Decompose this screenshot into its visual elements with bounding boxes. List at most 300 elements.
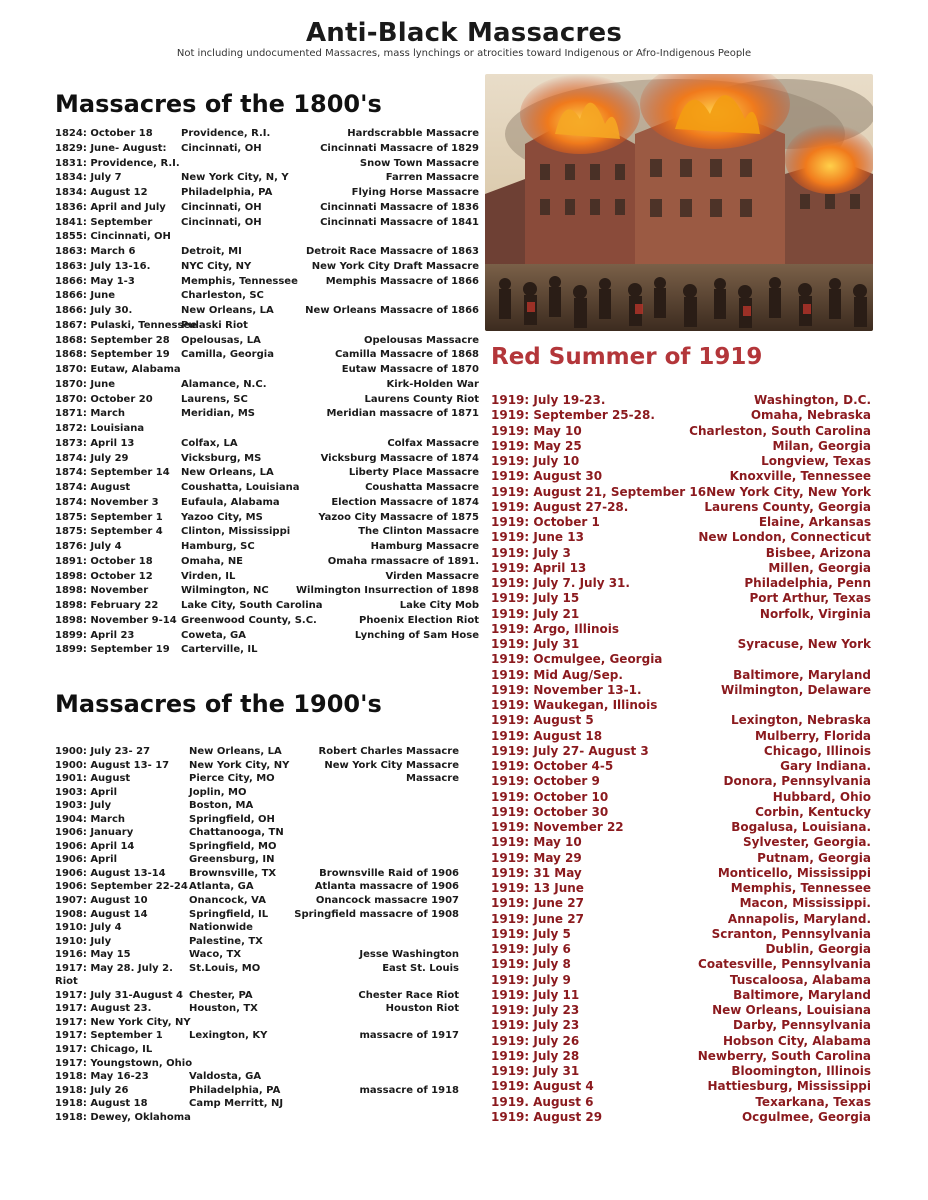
list-item-place: Chester, PA (189, 989, 253, 1001)
list-item (491, 515, 871, 530)
list-item (491, 1095, 871, 1110)
list-item (55, 760, 475, 774)
list-item-place: Cincinnati, OH (181, 142, 262, 154)
burning-building-illustration (485, 74, 873, 331)
list-item (55, 990, 475, 1004)
list-item-place: Corbin, Kentucky (755, 804, 871, 819)
list-item-date: 1874: September 14 (55, 467, 170, 479)
list-item-event: Colfax Massacre (387, 437, 479, 449)
list-item-place: Colfax, LA (181, 437, 238, 449)
list-item-event: New York City Massacre (324, 759, 459, 771)
list-item-event: Springfield massacre of 1908 (294, 908, 459, 920)
list-item-date: 1834: July 7 (55, 172, 122, 184)
list-item-event: Cincinnati Massacre of 1829 (320, 142, 479, 154)
list-item-date: 1871: March (55, 408, 125, 420)
list-item-date: 1919: July 19-23. (491, 393, 606, 407)
list-item-date: 1831: Providence, R.I. (55, 157, 180, 169)
list-item-place: Annapolis, Maryland. (727, 911, 871, 926)
list-item-date: 1919: June 27 (491, 911, 584, 926)
list-item-event: Election Massacre of 1874 (331, 496, 479, 508)
list-item-place: Pulaski Riot (181, 319, 248, 331)
list-item-event: Vicksburg Massacre of 1874 (320, 452, 479, 464)
list-item-place: Darby, Pennsylvania (733, 1018, 871, 1033)
list-item-place: Detroit, MI (181, 246, 242, 257)
list-item (491, 759, 871, 774)
list-item-place: Springfield, OH (189, 813, 275, 825)
list-item (55, 814, 475, 828)
list-item-event: Laurens County Riot (364, 393, 479, 405)
list-item-date: 1919: July 10 (491, 454, 580, 468)
list-item-date: 1870: Eutaw, Alabama (55, 364, 181, 375)
list-item-date: 1919: October 1 (491, 515, 600, 529)
list-item-date: 1899: September 19 (55, 644, 170, 656)
list-item (55, 349, 479, 364)
list-item-date: 1919: September 25-28. (491, 408, 655, 423)
list-item-place: Monticello, Mississippi (717, 865, 871, 880)
list-item (55, 963, 475, 977)
list-item-date: 1917: New York City, NY (55, 1016, 191, 1028)
list-item-date: 1917: September 1 (55, 1030, 163, 1042)
list-item (55, 746, 475, 760)
list-item (55, 787, 475, 801)
list-item (55, 334, 479, 350)
list-item (491, 530, 871, 545)
list-item-date: 1906: April (55, 854, 117, 866)
list-item-place: Laurens, SC (181, 393, 248, 405)
list-item-place: Texarkana, Texas (755, 1094, 871, 1109)
list-item (55, 246, 479, 261)
list-item-place: New Orleans, LA (181, 467, 274, 479)
list-item-place: Wilmington, Delaware (720, 682, 871, 697)
list-item-date: Riot (55, 976, 78, 988)
list-item (491, 851, 871, 866)
list-item (491, 591, 871, 606)
list-item-date: 1919: July 23 (491, 1003, 580, 1017)
list-item-place: Virden, IL (181, 570, 236, 582)
list-item-date: 1917: August 23. (55, 1003, 152, 1015)
list-item-date: 1919: July 9 (491, 972, 571, 987)
list-item (55, 949, 475, 963)
list-item-event: Hamburg Massacre (370, 541, 479, 552)
list-item-place: Charleston, South Carolina (689, 423, 871, 438)
list-item-place: Opelousas, LA (181, 334, 261, 346)
list-item-place: Milan, Georgia (772, 438, 871, 453)
list-item-date: 1874: August (55, 482, 131, 493)
list-item-event: Phoenix Election Riot (358, 614, 479, 626)
list-item-date: 1863: July 13-16. (55, 260, 151, 272)
list-item (491, 942, 871, 957)
list-item (491, 607, 871, 622)
list-item (491, 683, 871, 698)
list-item-place: Omaha, NE (181, 555, 244, 567)
list-item-event: massacre of 1918 (359, 1084, 459, 1096)
list-item-date: 1918: May 16-23 (55, 1071, 149, 1083)
list-item-date: 1873: April 13 (55, 437, 135, 449)
list-item-place: Alamance, N.C. (181, 378, 267, 390)
list-item-place: Scranton, Pennsylvania (711, 926, 871, 941)
list-item-date: 1906: August 13-14 (55, 867, 166, 879)
list-item (491, 424, 871, 439)
list-item (491, 469, 871, 484)
list-item (55, 1017, 475, 1031)
list-item-date: 1907: August 10 (55, 895, 148, 907)
list-item-date: 1906: April 14 (55, 840, 135, 852)
list-item-place: Philadelphia, Penn (744, 576, 871, 590)
list-item-date: 1919: July 7. July 31. (491, 576, 630, 590)
list-item (55, 290, 475, 305)
list-item-place: Putnam, Georgia (757, 850, 871, 865)
list-item-event: Detroit Race Massacre of 1863 (305, 246, 479, 257)
list-item-date: 1919: July 15 (491, 591, 580, 606)
list-item-event: New York City Draft Massacre (311, 260, 479, 272)
list-item (491, 439, 871, 454)
list-item-place: Dublin, Georgia (765, 942, 871, 956)
list-item-date: 1901: August (55, 773, 131, 785)
list-item (55, 1044, 475, 1058)
list-item-event: Chester Race Riot (358, 989, 459, 1001)
list-item-date: 1919: May 10 (491, 423, 582, 438)
list-item-date: 1919: July 6 (491, 942, 571, 956)
list-item-place: Vicksburg, MS (181, 452, 262, 464)
list-item (491, 820, 871, 835)
list-item-event: Kirk-Holden War (386, 378, 479, 390)
list-item-place: Hattiesburg, Mississippi (707, 1079, 871, 1094)
list-item-event: East St. Louis (382, 962, 459, 974)
list-item-date: 1919: July 8 (491, 957, 571, 972)
list-item-event: Lynching of Sam Hose (354, 629, 479, 641)
list-item-date: 1919: August 27-28. (491, 499, 629, 514)
list-item (491, 652, 871, 667)
list-item (491, 561, 871, 576)
list-item-place: Ocgulmee, Georgia (741, 1109, 871, 1124)
list-item-date: 1919: November 22 (491, 820, 624, 834)
list-item (55, 976, 475, 990)
list-item-place: Meridian, MS (181, 408, 255, 420)
list-item-place: Cincinnati, OH (181, 201, 262, 213)
list-item-date: 1898: October 12 (55, 570, 153, 582)
list-item-place: Macon, Mississippi. (739, 896, 871, 911)
list-item (55, 909, 475, 923)
list-item-date: 1875: September 1 (55, 511, 163, 523)
list-item-date: 1908: August 14 (55, 908, 148, 920)
list-item (491, 881, 871, 896)
list-item (491, 927, 871, 942)
list-item (55, 364, 479, 379)
list-item (55, 526, 479, 541)
list-item-date: 1866: June (55, 290, 116, 302)
list-item-date: 1919: June 13 (491, 530, 584, 545)
list-item-event: The Clinton Massacre (358, 526, 479, 538)
list-item-place: St.Louis, MO (189, 962, 261, 974)
list-item-place: Camp Merritt, NJ (189, 1098, 284, 1110)
list-item-event: Flying Horse Massacre (351, 187, 479, 198)
list-item (55, 1112, 475, 1126)
list-item (55, 773, 475, 787)
list-item (55, 614, 479, 630)
list-item (55, 305, 479, 320)
list-item-place: Philadelphia, PA (181, 187, 273, 198)
list-item (491, 988, 871, 1003)
list-item-place: Bloomington, Illinois (731, 1064, 871, 1078)
list-item-place: Brownsville, TX (189, 867, 277, 879)
list-item-date: 1919: October 4-5 (491, 759, 614, 773)
list-item-event: Coushatta Massacre (365, 482, 479, 493)
list-item (491, 835, 871, 850)
list-item-place: Valdosta, GA (189, 1071, 262, 1083)
list-item-date: 1919: Argo, Illinois (491, 621, 619, 636)
list-item-date: 1919: July 23 (491, 1018, 580, 1033)
list-item (491, 637, 871, 652)
list-item-event: Farren Massacre (385, 172, 479, 184)
list-item-date: 1919: August 29 (491, 1109, 603, 1124)
list-item-date: 1906: September 22-24 (55, 881, 188, 893)
list-item (55, 1098, 475, 1112)
list-item-event: Atlanta massacre of 1906 (314, 881, 459, 893)
list-item (491, 1034, 871, 1049)
list-item (55, 378, 479, 394)
list-item (491, 1003, 871, 1018)
list-item-date: 1910: July 4 (55, 922, 122, 934)
list-item-place: Washington, D.C. (754, 393, 871, 407)
list-item-place: Lexington, Nebraska (730, 713, 871, 728)
list-item-place: Memphis, Tennessee (730, 881, 871, 895)
list-item (491, 957, 871, 972)
list-item-place: Baltimore, Maryland (733, 667, 871, 682)
list-item-place: New Orleans, LA (181, 305, 274, 316)
list-item-date: 1904: March (55, 813, 125, 825)
list-item (55, 216, 479, 232)
list-item (55, 187, 479, 202)
list-item-event: Lake City Mob (399, 600, 479, 611)
list-item-place: Wilmington, NC (181, 585, 269, 597)
list-item-place: New York City, NY (189, 759, 290, 771)
list-item-date: 1919: August 5 (491, 713, 594, 728)
list-item (491, 713, 871, 728)
list-item-place: Millen, Georgia (768, 560, 871, 575)
list-item-place: Hamburg, SC (181, 541, 255, 552)
list-item (55, 157, 479, 173)
list-item-event: Camilla Massacre of 1868 (334, 349, 479, 361)
list-item (491, 774, 871, 789)
list-item-place: Longview, Texas (761, 454, 871, 468)
list-item (55, 800, 475, 814)
list-item-date: 1919: July 28 (491, 1048, 580, 1063)
list-item-date: 1867: Pulaski, Tennessee (55, 319, 198, 331)
list-item-date: 1870: June (55, 378, 116, 390)
list-item (55, 128, 479, 143)
list-item (55, 1071, 475, 1085)
list-item-place: Waco, TX (189, 949, 242, 961)
list-item (491, 866, 871, 881)
list-item-place: Pierce City, MO (189, 773, 275, 785)
list-item-date: 1919: October 9 (491, 774, 600, 789)
list-item-date: 1891: October 18 (55, 555, 153, 567)
list-item (491, 1049, 871, 1064)
list-1800s (55, 128, 479, 659)
list-item-date: 1919: October 10 (491, 789, 609, 804)
list-item-date: 1872: Louisiana (55, 423, 145, 434)
page-subtitle: Not including undocumented Massacres, mass lynchings or atrocities toward Indigenous or Afro-Indigenous People (176, 48, 752, 59)
list-item-date: 1906: January (55, 827, 134, 839)
list-red-summer (491, 393, 871, 1125)
list-item-place: Nationwide (189, 922, 253, 934)
list-item-event: Wilmington Insurrection of 1898 (296, 585, 479, 597)
list-item-date: 1898: February 22 (55, 600, 159, 611)
list-item-place: Cincinnati, OH (181, 216, 262, 228)
list-item-place: Laurens County, Georgia (704, 499, 871, 514)
list-item (491, 622, 871, 637)
list-item-date: 1919: June 27 (491, 896, 584, 911)
list-item-date: 1875: September 4 (55, 526, 163, 538)
list-item-event: Brownsville Raid of 1906 (319, 867, 459, 879)
list-item-date: 1841: September (55, 216, 153, 228)
list-item (55, 467, 479, 482)
list-item (491, 485, 871, 500)
list-item-place: Syracuse, New York (737, 637, 871, 651)
list-item (55, 1003, 475, 1017)
list-item-event: Virden Massacre (385, 570, 479, 582)
list-item-date: 1919. August 6 (491, 1094, 594, 1109)
list-item-date: 1836: April and July (55, 201, 166, 213)
list-item-place: Omaha, Nebraska (750, 408, 871, 423)
list-item-event: Yazoo City Massacre of 1875 (318, 511, 479, 523)
list-item (55, 320, 475, 335)
list-item-place: Joplin, MO (189, 786, 247, 798)
list-item (55, 895, 475, 909)
list-item (491, 1079, 871, 1094)
list-item-place: Camilla, Georgia (181, 349, 274, 361)
list-item (55, 600, 479, 615)
list-item (55, 260, 479, 276)
list-item-place: Coushatta, Louisiana (181, 482, 300, 493)
list-item-event: Houston Riot (385, 1003, 459, 1015)
list-item-date: 1919: Mid Aug/Sep. (491, 667, 623, 682)
list-item-date: 1919: July 5 (491, 926, 571, 941)
list-item-date: 1919: April 13 (491, 560, 587, 575)
list-item (55, 841, 475, 855)
list-item-date: 1919: August 30 (491, 469, 603, 484)
list-item (55, 437, 479, 453)
list-item-place: Coatesville, Pennsylvania (698, 957, 871, 972)
list-item-place: Chicago, Illinois (763, 743, 871, 758)
list-item-place: Eufaula, Alabama (181, 496, 280, 508)
list-item-date: 1919: July 31 (491, 1064, 580, 1078)
list-item-place: Palestine, TX (189, 935, 263, 947)
list-item-place: Port Arthur, Texas (749, 591, 871, 606)
list-item-place: Yazoo City, MS (181, 511, 263, 523)
list-item-date: 1919: November 13-1. (491, 682, 642, 697)
list-item-place: Springfield, IL (189, 908, 269, 920)
list-item-event: Jesse Washington (359, 949, 459, 961)
list-item (55, 452, 479, 468)
list-item (55, 644, 475, 659)
list-item-date: 1918: Dewey, Oklahoma (55, 1111, 191, 1123)
list-item (491, 1064, 871, 1079)
list-item-date: 1916: May 15 (55, 949, 131, 961)
list-item-place: Lexington, KY (189, 1030, 268, 1042)
list-item-date: 1874: November 3 (55, 496, 159, 508)
list-item-place: Onancock, VA (189, 895, 266, 907)
list-item-place: Greensburg, IN (189, 854, 275, 866)
list-item-date: 1903: July (55, 800, 112, 812)
list-item-date: 1919: August 4 (491, 1079, 594, 1094)
list-item-date: 1919: May 10 (491, 835, 582, 850)
list-item-place: Newberry, South Carolina (697, 1048, 871, 1063)
list-item (55, 570, 479, 586)
list-item-place: Greenwood County, S.C. (181, 614, 317, 626)
list-item-place: NYC City, NY (181, 260, 252, 272)
list-item-event: Liberty Place Massacre (348, 467, 479, 479)
list-item-date: 1868: September 28 (55, 334, 170, 346)
list-item-event: Cincinnati Massacre of 1836 (320, 201, 479, 213)
list-item-date: 1855: Cincinnati, OH (55, 231, 171, 243)
list-item-date: 1919: Ocmulgee, Georgia (491, 652, 663, 667)
list-item (491, 1018, 871, 1033)
list-item-date: 1919: August 21, September 16. (491, 484, 711, 499)
list-item (491, 1110, 871, 1125)
list-item (55, 585, 479, 600)
list-item-date: 1919: July 21 (491, 606, 580, 621)
list-item-date: 1876: July 4 (55, 541, 122, 552)
list-item-place: Baltimore, Maryland (733, 987, 871, 1002)
list-item-date: 1919: Waukegan, Illinois (491, 698, 658, 712)
list-item-place: Atlanta, GA (189, 881, 254, 893)
list-item-event: Cincinnati Massacre of 1841 (320, 216, 479, 228)
list-item-place: New Orleans, Louisiana (712, 1003, 871, 1017)
list-item-date: 1866: May 1-3 (55, 275, 135, 287)
list-item-date: 1917: July 31-August 4 (55, 989, 183, 1001)
list-item-date: 1919: July 11 (491, 987, 580, 1002)
list-item (55, 275, 479, 291)
list-item-date: 1903: April (55, 786, 117, 798)
list-item-place: Hobson City, Alabama (722, 1033, 871, 1048)
list-item-date: 1866: July 30. (55, 305, 133, 316)
list-item-event: Onancock massacre 1907 (315, 895, 459, 907)
list-item (55, 881, 475, 895)
list-item (491, 805, 871, 820)
list-item-place: Houston, TX (189, 1003, 258, 1015)
list-item-place: Chattanooga, TN (189, 827, 284, 839)
list-item (55, 854, 475, 868)
list-item-date: 1919: May 25 (491, 438, 582, 453)
list-item-date: 1874: July 29 (55, 452, 129, 464)
list-item-place: New York City, New York (706, 484, 871, 499)
list-item-place: New York City, N, Y (181, 172, 289, 184)
list-1900s (55, 746, 475, 1125)
list-item-date: 1834: August 12 (55, 187, 148, 198)
list-item-date: 1917: Chicago, IL (55, 1044, 153, 1056)
list-item-event: Omaha rmassacre of 1891. (327, 555, 479, 567)
list-item (55, 922, 475, 936)
list-item-event: Massacre (406, 773, 459, 785)
list-item-event: Opelousas Massacre (364, 334, 479, 346)
list-item (491, 729, 871, 744)
list-item-date: 1898: November (55, 585, 149, 597)
list-item-place: Lake City, South Carolina (181, 600, 323, 611)
list-item (55, 142, 479, 158)
list-item-date: 1917: Youngstown, Ohio (55, 1057, 193, 1069)
list-item-date: 1910: July (55, 935, 112, 947)
list-item (55, 511, 479, 527)
list-item-date: 1919: July 31 (491, 637, 580, 651)
list-item (491, 454, 871, 469)
list-item (55, 423, 475, 438)
list-item-date: 1900: July 23- 27 (55, 746, 151, 757)
list-item-date: 1919: 13 June (491, 881, 584, 895)
list-item (55, 868, 475, 882)
list-item-event: Snow Town Massacre (359, 157, 479, 169)
list-item-place: Springfield, MO (189, 840, 277, 852)
